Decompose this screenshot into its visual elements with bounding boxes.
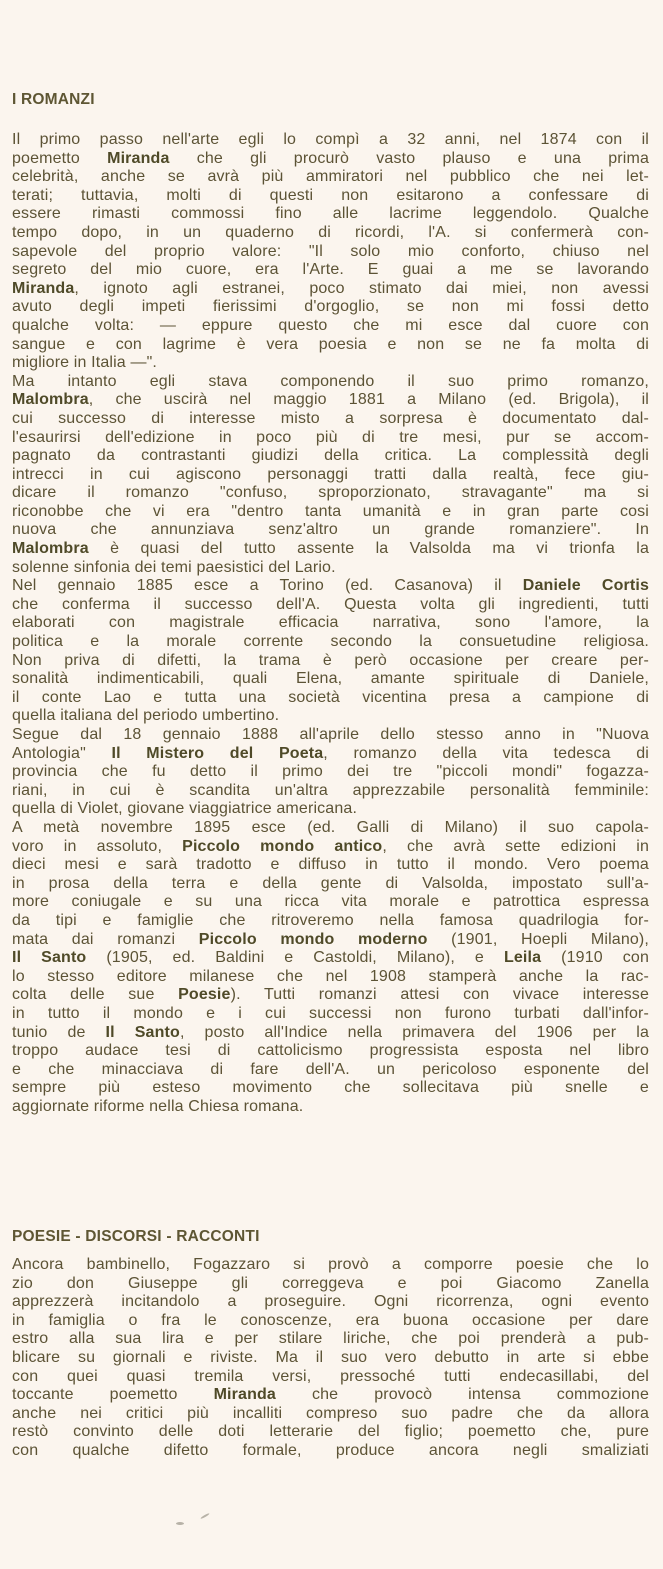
text-run: sangue e con lagrime è vera poesia e non se ne fa molta di [12, 335, 649, 353]
text-run: da tipi e famiglie che ritroveremo nella famosa quadrilogia for- [12, 911, 649, 929]
text-run: Antologia" [12, 744, 112, 762]
text-run: Non priva di difetti, la trama è però occasione per creare per- [12, 651, 649, 669]
text-line [12, 391, 649, 410]
text-line [12, 986, 649, 1005]
text-run: sapevole del proprio valore: "Il solo mio conforto, chiuso nel [12, 242, 649, 260]
work-title: Miranda [107, 149, 170, 167]
text-run: quella italiana del periodo umbertino. [12, 707, 280, 725]
work-title: Il Santo [12, 949, 87, 967]
text-run: in prosa della terra e della gente di Valsolda, impostato sull'a- [12, 874, 649, 892]
text-run: l'esaurirsi dell'edizione in poco più di tre mesi, pur se accom- [12, 428, 649, 446]
text-line [12, 1275, 649, 1294]
text-line [12, 280, 649, 299]
text-line [12, 1098, 649, 1117]
text-run: con qualche difetto formale, produce ancora negli smaliziati [12, 1441, 649, 1459]
text-line [12, 875, 649, 894]
text-run: tunio de [12, 1023, 106, 1041]
text-run: ). Tutti romanzi attesi con vivace interesse [230, 986, 649, 1004]
paper-blemish [176, 1522, 184, 1525]
text-run: anche nei critici più incalliti compreso suo padre che da allora [12, 1404, 649, 1422]
text-line [12, 1256, 649, 1275]
text-line [12, 1312, 649, 1331]
text-run: toccante poemetto [12, 1386, 214, 1404]
work-title: Malombra [12, 391, 89, 409]
text-run: dieci mesi e sarà tradotto e diffuso in tutto il mondo. Vero poema [12, 856, 649, 874]
text-run: , ignoto agli estranei, poco stimato dai miei, non avessi [74, 279, 649, 297]
text-run: troppo audace tesi di cattolicismo progressista esposta nel libro [12, 1042, 649, 1060]
text-line [12, 466, 649, 485]
text-line [12, 1079, 649, 1098]
text-run: blicare su giornali e riviste. Ma il suo vero debutto in arte si ebbe [12, 1348, 649, 1366]
work-title: Il Santo [105, 1023, 180, 1041]
text-line [12, 1005, 649, 1024]
text-line [12, 968, 649, 987]
text-line [12, 577, 649, 596]
work-title: Malombra [12, 540, 89, 558]
text-line [12, 633, 649, 652]
text-run: tempo dopo, in un quaderno di ricordi, l'A. si confermerà con- [12, 223, 649, 241]
text-line [12, 670, 649, 689]
text-run: segreto del mio cuore, era l'Arte. E guai a me se lavorando [12, 261, 649, 279]
text-line [12, 1024, 649, 1043]
text-run: elaborati con magistrale efficacia narrativa, sono l'amore, la [12, 614, 649, 632]
work-title: Il Mistero del Poeta [111, 744, 324, 762]
work-title: Daniele Cortis [522, 577, 650, 595]
text-run: (1901, Hoepli Milano), [427, 930, 650, 948]
text-run: (1905, ed. Baldini e Castoldi, Milano), e [86, 949, 504, 967]
text-line [12, 521, 649, 540]
text-run: quella di Violet, giovane viaggiatrice americana. [12, 800, 358, 818]
text-run: riconobbe che vi era "dentro tanta umanità e in gran parte cosi [12, 502, 649, 520]
text-line [12, 168, 649, 187]
text-line [12, 484, 649, 503]
work-title: Piccolo mondo antico [182, 837, 383, 855]
text-run: cui successo di interesse misto a sorpresa è documentato dal- [12, 409, 649, 427]
text-line [12, 1423, 649, 1442]
text-line [12, 150, 649, 169]
text-line [12, 893, 649, 912]
text-run: riani, in cui è scandita un'altra apprezzabile personalità femminile: [12, 781, 649, 799]
text-line [12, 931, 649, 950]
text-line [12, 1442, 649, 1461]
text-run: che gli procurò vasto plauso e una prima [169, 149, 649, 167]
text-run: Segue dal 18 gennaio 1888 all'aprile dello stesso anno in "Nuova [12, 726, 649, 743]
text-line [12, 373, 649, 392]
text-run: colta delle sue [12, 986, 179, 1004]
text-line [12, 1061, 649, 1080]
text-line [12, 949, 649, 968]
text-line [12, 1405, 649, 1424]
work-title: Leila [503, 949, 542, 967]
text-line [12, 298, 649, 317]
text-line [12, 317, 649, 336]
text-line [12, 224, 649, 243]
text-run: restò convinto delle doti letterarie del figlio; poemetto che, pure [12, 1423, 649, 1441]
text-line [12, 243, 649, 262]
text-run: intrecci in cui agiscono personaggi tratti dalla realtà, fece giu- [12, 465, 649, 483]
text-run: sempre più esteso movimento che sollecitava più snelle e [12, 1079, 649, 1097]
text-run: politica e la morale corrente secondo la consuetudine religiosa. [12, 633, 649, 651]
text-line [12, 1386, 649, 1405]
text-line [12, 745, 649, 764]
text-run: estro alla sua lira e per stilare liriche, che poi prenderà a pub- [12, 1330, 649, 1348]
section-heading-poesie: POESIE - DISCORSI - RACCONTI [12, 1228, 260, 1245]
text-line [12, 187, 649, 206]
text-run: more coniugale e su una ricca vita morale e patrottica espressa [12, 893, 649, 911]
text-line [12, 410, 649, 429]
text-line [12, 429, 649, 448]
text-run: (1910 con [541, 949, 650, 967]
text-run: solenne sinfonia dei temi paesistici del Lario. [12, 558, 336, 576]
text-run: terati; tuttavia, molti di questi non esitarono a confessare di [12, 186, 649, 204]
text-line [12, 205, 649, 224]
text-run: con quei quasi tremila versi, pressoché tutti endecasillabi, del [12, 1367, 649, 1385]
text-line [12, 336, 649, 355]
text-line [12, 596, 649, 615]
text-run: avuto degli impeti fierissimi d'orgoglio, se non mi fossi detto [12, 298, 649, 316]
text-line [12, 763, 649, 782]
text-run: A metà novembre 1895 esce (ed. Galli di Milano) il suo capola- [12, 818, 649, 836]
text-line [12, 261, 649, 280]
text-run: Ancora bambinello, Fogazzaro si provò a comporre poesie che lo [12, 1256, 649, 1273]
section-heading-romanzi: I ROMANZI [12, 91, 95, 108]
text-run: qualche volta: — eppure questo che mi esce dal cuore con [12, 316, 649, 334]
text-run: poemetto [12, 149, 108, 167]
text-run: che conferma il successo dell'A. Questa volta gli ingredienti, tutti [12, 595, 649, 613]
text-run: in famiglia o fra le conoscenze, era buona occasione per dare [12, 1311, 649, 1329]
text-run: celebrità, anche se avrà più ammiratori nel pubblico che nei let- [12, 168, 649, 186]
text-run: aggiornate riforme nella Chiesa romana. [12, 1097, 304, 1115]
text-line [12, 131, 649, 150]
text-line [12, 614, 649, 633]
text-run: , posto all'Indice nella primavera del 1906 per la [179, 1023, 650, 1041]
text-line [12, 503, 649, 522]
text-run: in tutto il mondo e i cui successi non furono turbati dall'infor- [12, 1004, 649, 1022]
work-title: Miranda [12, 279, 75, 297]
text-line [12, 726, 649, 745]
text-line [12, 1330, 649, 1349]
text-line [12, 800, 649, 819]
text-line [12, 447, 649, 466]
text-run: è quasi del tutto assente la Valsolda ma vi trionfa la [88, 540, 649, 558]
text-run: , romanzo della vita tedesca di [323, 744, 649, 762]
work-title: Miranda [213, 1386, 276, 1404]
text-run: e che minacciava di fare dell'A. un pericoloso esponente del [12, 1060, 649, 1078]
section-body-romanzi [12, 131, 649, 1116]
text-run: , che avrà sette edizioni in [382, 837, 649, 855]
text-line [12, 1042, 649, 1061]
text-run: il conte Lao e tutta una società vicentina presa a campione di [12, 688, 649, 706]
text-run: zio don Giuseppe gli correggeva e poi Giacomo Zanella [12, 1274, 649, 1292]
text-run: lo stesso editore milanese che nel 1908 stamperà anche la rac- [12, 967, 649, 985]
work-title: Piccolo mondo moderno [198, 930, 428, 948]
text-line [12, 1368, 649, 1387]
text-line [12, 540, 649, 559]
text-line [12, 1349, 649, 1368]
text-run: nuova che annunziava senz'altro un grande romanziere". In [12, 521, 649, 539]
text-line [12, 912, 649, 931]
text-line [12, 652, 649, 671]
text-run: che provocò intensa commozione [275, 1386, 649, 1404]
text-line [12, 689, 649, 708]
text-run: apprezzerà incitandolo a proseguire. Ogni ricorrenza, ogni evento [12, 1293, 649, 1311]
text-line [12, 838, 649, 857]
text-line [12, 354, 649, 373]
text-line [12, 707, 649, 726]
text-run: dicare il romanzo "confuso, sproporzionato, stravagante" ma si [12, 484, 649, 502]
text-run: Il primo passo nell'arte egli lo compì a 32 anni, nel 1874 con il [12, 131, 649, 148]
text-line [12, 856, 649, 875]
text-line [12, 819, 649, 838]
paper-blemish [200, 1513, 210, 1520]
text-line [12, 782, 649, 801]
text-line [12, 559, 649, 578]
text-run: pagnato da contrastanti giudizi della critica. La complessità degli [12, 447, 649, 465]
text-run: essere rimasti commossi fino alle lacrime leggendolo. Qualche [12, 205, 649, 223]
text-run: provincia che fu detto il primo dei tre "piccoli mondi" fogazza- [12, 763, 649, 781]
text-line [12, 1293, 649, 1312]
section-body-poesie [12, 1256, 649, 1461]
text-run: mata dai romanzi [12, 930, 199, 948]
text-run: migliore in Italia —". [12, 354, 158, 372]
text-run: Nel gennaio 1885 esce a Torino (ed. Casanova) il [12, 577, 523, 595]
work-title: Poesie [178, 986, 231, 1004]
text-run: sonalità indimenticabili, quali Elena, amante spirituale di Daniele, [12, 670, 649, 688]
text-run: , che uscirà nel maggio 1881 a Milano (ed. Brigola), il [88, 391, 649, 409]
text-run: Ma intanto egli stava componendo il suo primo romanzo, [12, 372, 649, 390]
text-run: voro in assoluto, [12, 837, 183, 855]
